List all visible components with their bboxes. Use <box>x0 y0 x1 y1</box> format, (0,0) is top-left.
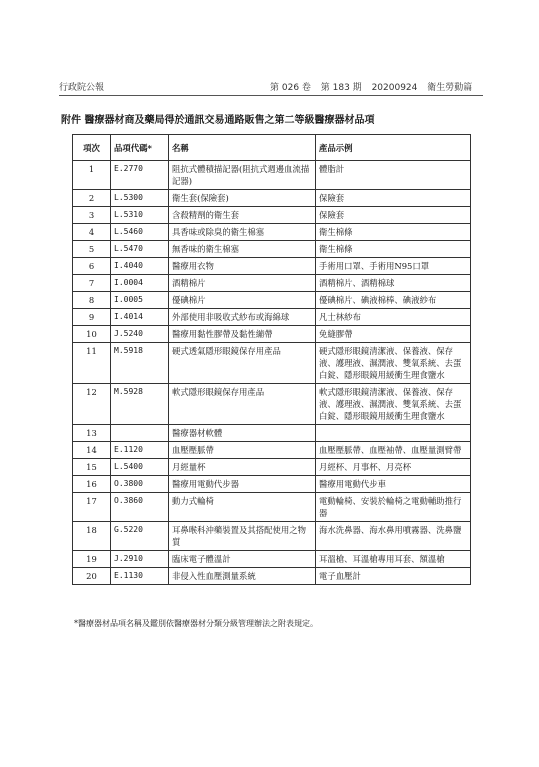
cell-code: M.5918 <box>111 343 169 384</box>
cell-example: 手術用口罩、手術用N95口罩 <box>316 258 471 275</box>
cell-no: 19 <box>73 551 111 568</box>
table-row <box>73 551 471 568</box>
cell-no: 5 <box>73 241 111 258</box>
table-row <box>73 292 471 309</box>
header-publication: 行政院公報 <box>59 83 105 93</box>
table-row <box>73 161 471 190</box>
cell-name: 硬式透氣隱形眼鏡保存用產品 <box>169 343 316 384</box>
cell-example: 血壓壓脈帶、血壓袖帶、血壓量測臂帶 <box>316 442 471 459</box>
table-row <box>73 384 471 425</box>
cell-no: 11 <box>73 343 111 384</box>
header-date: 20200924 <box>371 83 418 93</box>
cell-name: 月經量杯 <box>169 459 316 476</box>
cell-name: 血壓壓脈帶 <box>169 442 316 459</box>
cell-no: 3 <box>73 207 111 224</box>
cell-code: I.0005 <box>111 292 169 309</box>
cell-code: E.1120 <box>111 442 169 459</box>
cell-no: 9 <box>73 309 111 326</box>
cell-code: I.0004 <box>111 275 169 292</box>
cell-name: 衛生套(保險套) <box>169 190 316 207</box>
table-row <box>73 425 471 442</box>
cell-example: 凡士林紗布 <box>316 309 471 326</box>
table-row <box>73 476 471 493</box>
cell-example: 海水洗鼻器、海水鼻用噴霧器、洗鼻鹽 <box>316 522 471 551</box>
cell-no: 20 <box>73 568 111 585</box>
table-row <box>73 190 471 207</box>
cell-example: 硬式隱形眼鏡清潔液、保養液、保存液、護理液、濕潤液、雙氧系統、去蛋白錠、隱形眼鏡用緩衝生理食鹽水 <box>316 343 471 384</box>
cell-example: 醫療用電動代步車 <box>316 476 471 493</box>
cell-name: 耳鼻喉科沖藥裝置及其搭配使用之物質 <box>169 522 316 551</box>
header-issue: 第 183 期 <box>320 83 362 93</box>
cell-code: L.5470 <box>111 241 169 258</box>
header-volume: 第 026 卷 <box>270 83 311 93</box>
cell-no: 10 <box>73 326 111 343</box>
cell-code: L.5310 <box>111 207 169 224</box>
cell-code: I.4014 <box>111 309 169 326</box>
table-row <box>73 275 471 292</box>
table-row <box>73 241 471 258</box>
cell-example: 免縫膠帶 <box>316 326 471 343</box>
cell-name: 非侵入性血壓測量系統 <box>169 568 316 585</box>
table-row <box>73 343 471 384</box>
cell-example: 體脂計 <box>316 161 471 190</box>
medical-device-table <box>72 134 471 585</box>
table-row <box>73 309 471 326</box>
cell-code: E.2770 <box>111 161 169 190</box>
cell-no: 12 <box>73 384 111 425</box>
header-rule <box>59 95 483 96</box>
cell-code: L.5400 <box>111 459 169 476</box>
column-header-name: 名稱 <box>169 135 316 161</box>
cell-name: 醫療用黏性膠帶及黏性繃帶 <box>169 326 316 343</box>
column-header-no: 項次 <box>73 135 111 161</box>
cell-name: 臨床電子體溫計 <box>169 551 316 568</box>
document-title: 附件 醫療器材商及藥局得於通訊交易通路販售之第二等級醫療器材品項 <box>61 115 375 126</box>
cell-no: 8 <box>73 292 111 309</box>
cell-no: 16 <box>73 476 111 493</box>
cell-example: 軟式隱形眼鏡清潔液、保養液、保存液、護理液、濕潤液、雙氧系統、去蛋白錠、隱形眼鏡用緩衝生理食鹽水 <box>316 384 471 425</box>
cell-code: O.3800 <box>111 476 169 493</box>
table-row <box>73 493 471 522</box>
cell-example: 耳溫槍、耳溫槍專用耳套、額溫槍 <box>316 551 471 568</box>
cell-example: 電動輪椅、安裝於輪椅之電動輔助推行器 <box>316 493 471 522</box>
table-row <box>73 568 471 585</box>
cell-code: E.1130 <box>111 568 169 585</box>
cell-no: 7 <box>73 275 111 292</box>
table-row <box>73 258 471 275</box>
cell-code: I.4040 <box>111 258 169 275</box>
cell-no: 14 <box>73 442 111 459</box>
cell-example: 優碘棉片、碘液棉棒、碘液紗布 <box>316 292 471 309</box>
cell-name: 含殺精劑的衛生套 <box>169 207 316 224</box>
cell-name: 外部使用非吸收式紗布或海綿球 <box>169 309 316 326</box>
cell-no: 1 <box>73 161 111 190</box>
cell-example: 保險套 <box>316 190 471 207</box>
cell-example: 衛生棉條 <box>316 224 471 241</box>
header-issue-info <box>270 80 483 93</box>
cell-code: J.2910 <box>111 551 169 568</box>
cell-name: 優碘棉片 <box>169 292 316 309</box>
cell-no: 2 <box>73 190 111 207</box>
header-section: 衛生勞動篇 <box>427 83 473 93</box>
table-header-row <box>73 135 471 161</box>
cell-code: M.5928 <box>111 384 169 425</box>
column-header-example: 產品示例 <box>316 135 471 161</box>
cell-example <box>316 425 471 442</box>
cell-no: 6 <box>73 258 111 275</box>
table-row <box>73 522 471 551</box>
cell-no: 18 <box>73 522 111 551</box>
table-row <box>73 326 471 343</box>
cell-example: 電子血壓計 <box>316 568 471 585</box>
table-row <box>73 224 471 241</box>
cell-code <box>111 425 169 442</box>
table-row <box>73 207 471 224</box>
column-header-code: 品項代碼* <box>111 135 169 161</box>
cell-code: J.5240 <box>111 326 169 343</box>
cell-no: 13 <box>73 425 111 442</box>
cell-name: 醫療用衣物 <box>169 258 316 275</box>
cell-no: 17 <box>73 493 111 522</box>
cell-code: L.5460 <box>111 224 169 241</box>
cell-no: 15 <box>73 459 111 476</box>
cell-name: 醫療用電動代步器 <box>169 476 316 493</box>
cell-name: 醫療器材軟體 <box>169 425 316 442</box>
cell-name: 具香味或除臭的衛生棉塞 <box>169 224 316 241</box>
cell-name: 動力式輪椅 <box>169 493 316 522</box>
table-row <box>73 459 471 476</box>
cell-name: 軟式隱形眼鏡保存用產品 <box>169 384 316 425</box>
cell-no: 4 <box>73 224 111 241</box>
table-row <box>73 442 471 459</box>
cell-code: G.5220 <box>111 522 169 551</box>
cell-example: 衛生棉條 <box>316 241 471 258</box>
cell-example: 酒精棉片、酒精棉球 <box>316 275 471 292</box>
cell-example: 保險套 <box>316 207 471 224</box>
cell-name: 無香味的衛生棉塞 <box>169 241 316 258</box>
cell-example: 月經杯、月事杯、月亮杯 <box>316 459 471 476</box>
cell-code: O.3860 <box>111 493 169 522</box>
footnote: *醫療器材品項名稱及鑑別依醫療器材分類分級管理辦法之附表規定。 <box>74 619 318 628</box>
cell-name: 阻抗式體積描記器(阻抗式週邊血流描記器) <box>169 161 316 190</box>
table-body <box>73 161 471 585</box>
cell-code: L.5300 <box>111 190 169 207</box>
cell-name: 酒精棉片 <box>169 275 316 292</box>
